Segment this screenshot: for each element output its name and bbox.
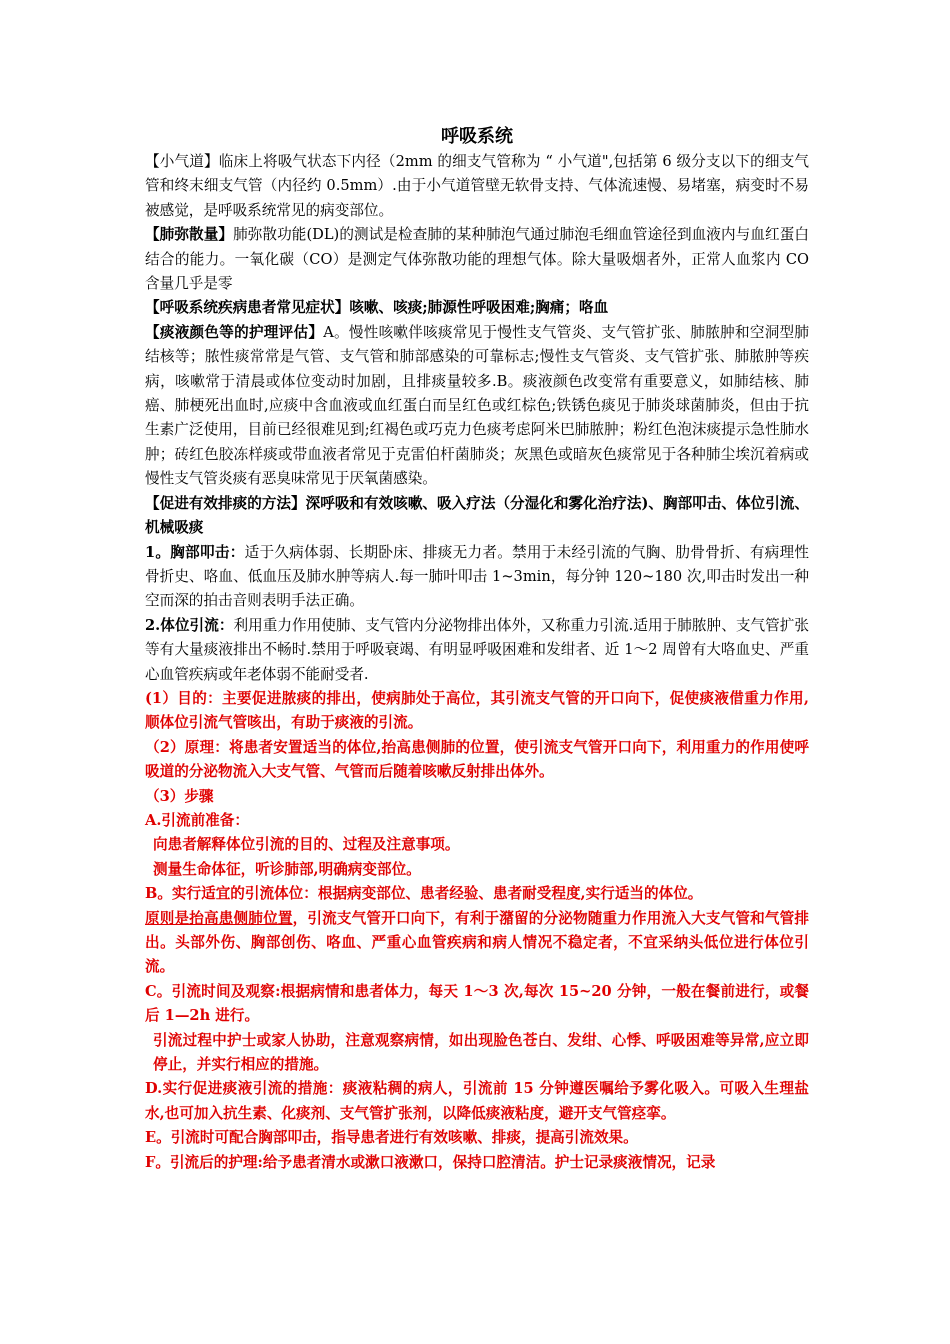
section-heading: 【肺弥散量】 [145,226,234,244]
page-title: 呼吸系统 [441,126,513,147]
paragraph-text: 肺弥散功能(DL)的测试是检查肺的某种肺泡气通过肺泡毛细血管途径到血液内与血红蛋白结合的能力。一氧化碳（CO）是测定气体弥散功能的理想气体。除大量吸烟者外，正常人血浆内 CO 含量几乎是零 [145,226,809,293]
step-d: D.实行促进痰液引流的措施：痰液粘稠的病人，引流前 15 分钟遵医嘱给予雾化吸入。可吸入生理盐水,也可加入抗生素、化痰剂、支气管扩张剂，以降低痰液粘度，避开支气管痉挛。 [145,1080,809,1122]
step-a-item-1: 向患者解释体位引流的目的、过程及注意事项。 [153,836,460,854]
section-heading: 1。胸部叩击： [145,543,245,561]
step-a-heading: A.引流前准备： [145,811,249,829]
step-c-observation: 引流过程中护士或家人协助，注意观察病情，如出现脸色苍白、发绀、心悸、呼吸困难等异常,应立即停止，并实行相应的措施。 [153,1031,809,1074]
section-heading: 2.体位引流： [145,616,234,634]
document-page [145,124,809,1175]
paragraph-postural-drainage [145,614,809,687]
paragraph-diffusion [145,223,809,296]
step-a-item-2: 测量生命体征，听诊肺部,明确病变部位。 [153,860,421,878]
drainage-purpose: (1）目的：主要促进脓痰的排出，使病肺处于高位，其引流支气管的开口向下，促使痰液借重力作用,顺体位引流气管咳出，有助于痰液的引流。 [145,689,809,732]
step-c: C。引流时间及观察:根据病情和患者体力，每天 1～3 次,每次 15~20 分钟，一般在餐前进行，或餐后 1—2h 进行。 [145,982,809,1025]
paragraph-symptoms: 【呼吸系统疾病患者常见症状】咳嗽、咳痰;肺源性呼吸困难;胸痛；咯血 [145,299,609,317]
paragraph-text: A。慢性咳嗽伴咳痰常见于慢性支气管炎、支气管扩张、肺脓肿和空洞型肺结核等；脓性痰常常是气管、支气管和肺部感染的可靠标志;慢性支气管炎、支气管扩张、肺脓肿等疾病，咳嗽常于清晨或体位变动时加剧，且排痰量较多.B。痰液颜色改变常有重要意义，如肺结核、肺癌、肺梗死出血时,应痰中含血液或血红蛋白而呈红色或红棕色;铁锈色痰见于肺炎球菌肺炎，但由于抗生素广泛使用，目前已经很难见到;红褐色或巧克力色痰考虑阿米巴肺脓肿；粉红色泡沫痰提示急性肺水肿；砖红色胶冻样痰或带血液者常见于克雷伯杆菌肺炎；灰黑色或暗灰色痰常见于各种肺尘埃沉着病或慢性支气管炎痰有恶臭味常见于厌氧菌感染。 [145,323,809,488]
drainage-principle: （2）原理：将患者安置适当的体位,抬高患侧肺的位置，使引流支气管开口向下，利用重力的作用使呼吸道的分泌物流入大支气管、气管而后随着咳嗽反射排出体外。 [145,738,809,781]
paragraph-chest-percussion [145,541,809,614]
paragraph-text: ，引流支气管开口向下，有利于潴留的分泌物随重力作用流入大支气管和气管排出。头部外伤、胸部创伤、咯血、严重心血管疾病和病人情况不稳定者，不宜采纳头低位进行体位引流。 [145,909,809,976]
paragraph-text: 适于久病体弱、长期卧床、排痰无力者。禁用于未经引流的气胸、肋骨骨折、有病理性骨折史、咯血、低血压及肺水肿等病人.每一肺叶叩击 1~3min，每分钟 120~180 次,叩击时发出一种空而深的拍击音则表明手法正确。 [145,543,810,610]
step-b-heading: B。实行适宜的引流体位：根据病变部位、患者经验、患者耐受程度,实行适当的体位。 [145,885,703,903]
paragraph-expectoration-methods: 【促进有效排痰的方法】深呼吸和有效咳嗽、吸入疗法（分湿化和雾化治疗法)、胸部叩击、体位引流、机械吸痰 [145,494,809,537]
step-b-principle [145,907,809,980]
drainage-steps-heading: （3）步骤 [145,787,214,805]
underlined-text: 原则是抬高患侧肺位置 [145,909,293,927]
step-e: E。引流时可配合胸部叩击，指导患者进行有效咳嗽、排痰，提高引流效果。 [145,1129,638,1147]
step-f: F。引流后的护理:给予患者清水或漱口液漱口，保持口腔清洁。护士记录痰液情况，记录 [145,1153,716,1171]
paragraph-sputum-assessment [145,321,809,492]
paragraph-text: 临床上将吸气状态下内径（2mm 的细支气管称为 “ 小气道",包括第 6 级分支以下的细支气管和终末细支气管（内径约 0.5mm）.由于小气道管壁无软骨支持、气体流速慢、易堵塞，病变时不易被感觉，是呼吸系统常见的病变部位。 [145,153,809,219]
section-heading: 【小气道】 [145,153,219,170]
section-heading: 【痰液颜色等的护理评估】 [145,323,324,341]
paragraph-text: 利用重力作用使肺、支气管内分泌物排出体外，又称重力引流.适用于肺脓肿、支气管扩张等有大量痰液排出不畅时.禁用于呼吸衰竭、有明显呼吸困难和发绀者、近 1～2 周曾有大咯血史、严重心血管疾病或年老体弱不能耐受者. [145,616,809,683]
paragraph-small-airway [145,150,809,223]
